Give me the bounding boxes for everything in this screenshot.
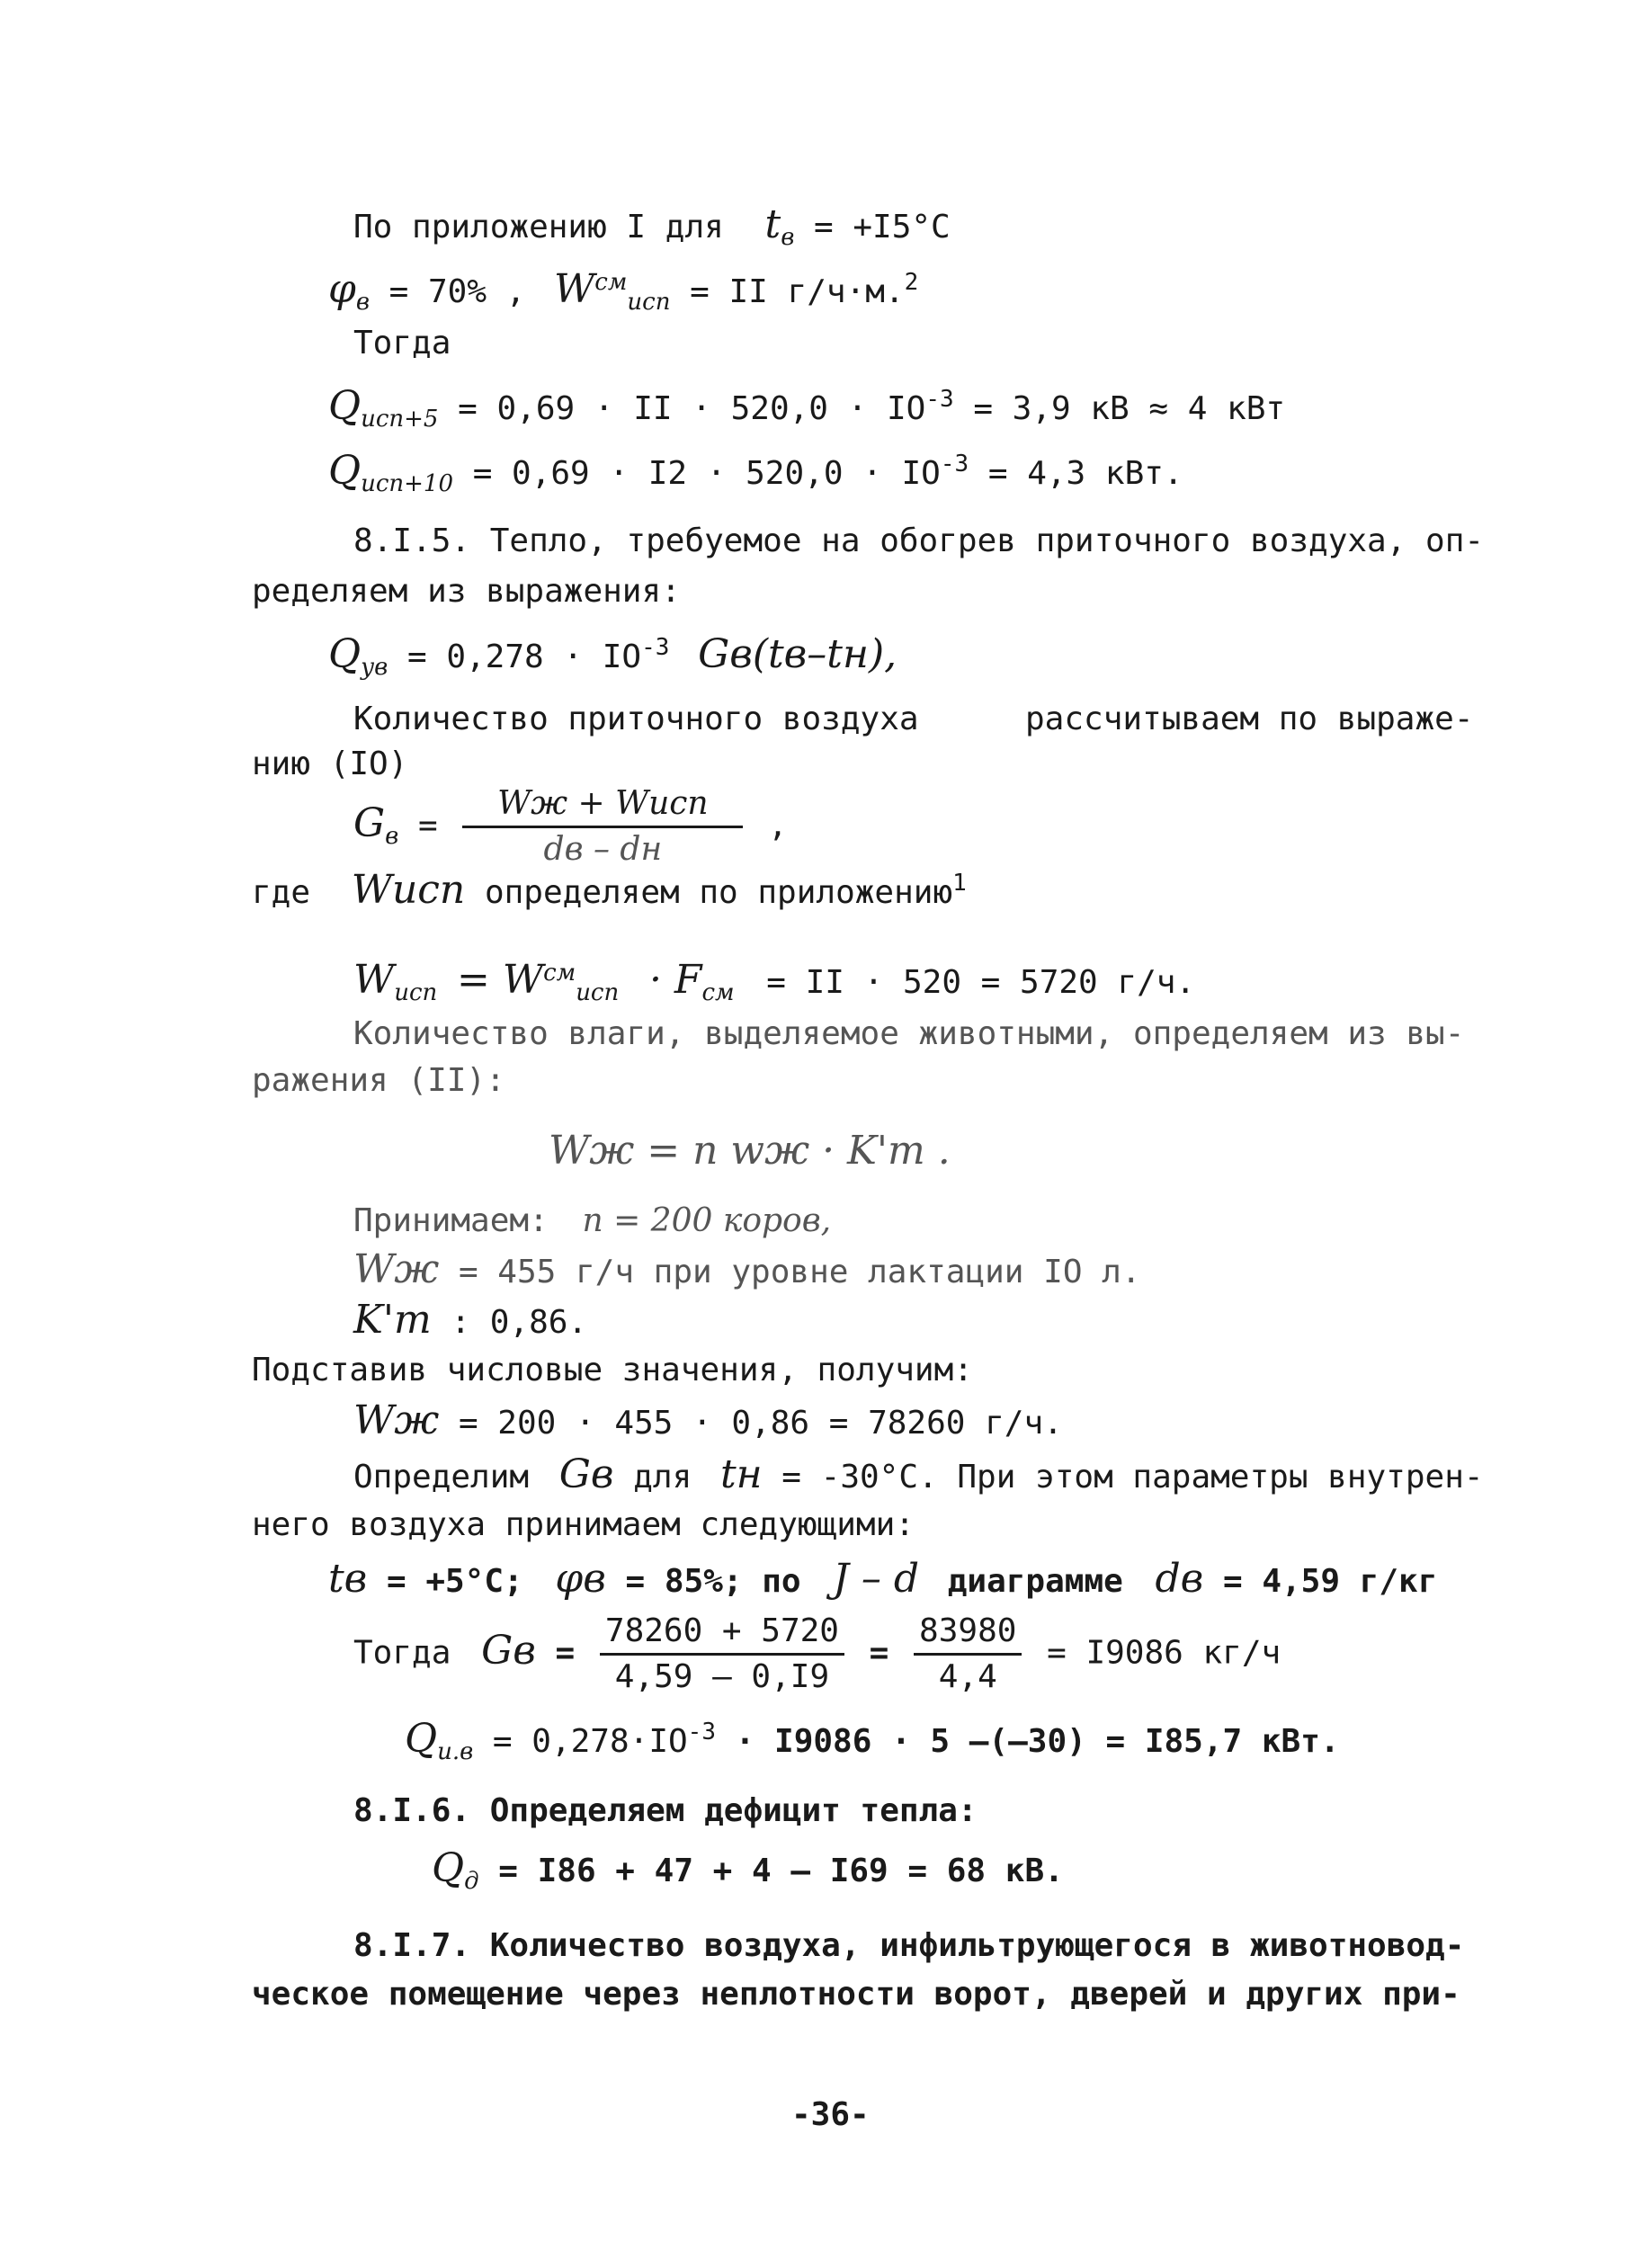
math-symbol: · $F_{см}$ (648, 957, 735, 1006)
fraction-numerator: 78260 + 5720 (600, 1612, 844, 1656)
math-value: · I9086 · 5 –(–30) = I85,7 кВт. (735, 1723, 1340, 1760)
text-line (252, 1975, 1460, 2014)
fraction-denominator: 4,59 – 0,I9 (614, 1658, 830, 1695)
text: : 0,86. (451, 1304, 588, 1341)
text-line (252, 745, 407, 784)
text: него воздуха принимаем следующими: (252, 1506, 915, 1543)
section-heading (353, 1926, 1464, 1966)
text: для (633, 1459, 692, 1496)
math-symbol: $t_в$ (764, 201, 795, 251)
math-value: = 4,3 кВт. (987, 455, 1183, 492)
superscript: 1 (952, 870, 967, 897)
text-line (252, 572, 681, 612)
formula-line (328, 448, 1183, 497)
math-symbol: Wж (353, 1246, 440, 1292)
fraction-numerator: 83980 (914, 1612, 1022, 1656)
section-heading (353, 1791, 978, 1831)
math-value: = (555, 1634, 576, 1672)
text-line (353, 1201, 831, 1241)
math-symbol: $Q_{ув}$ (328, 631, 388, 681)
math-symbol: $\varphi_в$ (328, 266, 370, 316)
text-line (353, 1014, 1464, 1054)
math-symbol: $Q_{и.в}$ (405, 1716, 474, 1765)
math-expression: Wж = n wж · K'т . (549, 1128, 951, 1174)
formula-line (549, 1128, 951, 1174)
math-value: = +I5°C (814, 209, 951, 246)
text: Количество приточного воздуха (353, 701, 919, 737)
text: диаграмме (947, 1563, 1123, 1600)
text: где (252, 874, 311, 911)
text: определяем по приложению (484, 874, 953, 911)
math-expression: Gв(tв–tн), (698, 631, 897, 677)
math-symbol: $W_{исп}$ (353, 957, 438, 1006)
math-value: = I86 + 47 + 4 – I69 = 68 кВ. (498, 1853, 1064, 1889)
math-value: = 0,69 · II · 520,0 · IO (458, 390, 926, 427)
text-line (353, 324, 451, 363)
math-symbol: J – d (833, 1556, 920, 1602)
math-value: , (768, 807, 788, 844)
text: Тогда (353, 325, 451, 362)
math-symbol: tв (328, 1556, 368, 1602)
formula-line (328, 383, 1286, 433)
formula-line (353, 1397, 1063, 1443)
math-value: = +5°C; (386, 1563, 523, 1600)
text: 8.I.5. Тепло, требуемое на обогрев приточного воздуха, оп- (353, 522, 1485, 559)
text: Подставив числовые значения, получим: (252, 1352, 973, 1388)
math-symbol: tн (719, 1451, 763, 1497)
math-value: = 200 · 455 · 0,86 = 78260 г/ч. (458, 1405, 1063, 1442)
math-value: = 3,9 кВ ≈ 4 кВт (973, 390, 1286, 427)
text: = 455 г/ч при уровне лактации IO л. (458, 1254, 1141, 1290)
text-line (328, 1556, 1438, 1602)
math-value: = II · 520 = 5720 г/ч. (766, 964, 1196, 1001)
math-value: = I9086 кг/ч (1047, 1634, 1281, 1672)
fraction-denominator: dв – dн (543, 831, 663, 868)
fraction-denominator: 4,4 (938, 1658, 997, 1695)
math-symbol: Gв (558, 1451, 614, 1497)
exponent: -3 (687, 1719, 716, 1746)
exponent: -3 (641, 634, 670, 661)
text-line (353, 1246, 1141, 1292)
math-symbol: K'т (353, 1297, 432, 1343)
page-number (791, 2095, 870, 2135)
text: = 85%; по (625, 1563, 801, 1600)
math-symbol: $Q_{исп+10}$ (328, 448, 453, 497)
formula-line (353, 1612, 1281, 1697)
text: -36- (791, 2096, 870, 2133)
text-line (353, 201, 951, 251)
text-line (353, 700, 919, 739)
text-line (252, 1351, 973, 1390)
math-value: = 4,59 г/кг (1222, 1563, 1438, 1600)
fraction-numerator: Wж + Wисп (462, 784, 743, 828)
math-value: = 70% , (388, 273, 526, 310)
text-line (328, 266, 919, 316)
text-line (252, 867, 967, 913)
superscript: 2 (904, 269, 919, 296)
math-symbol: = $W^{см}_{исп}$ (456, 957, 620, 1006)
exponent: -3 (925, 386, 954, 413)
formula-line (353, 784, 788, 870)
math-value: = (417, 807, 438, 844)
text: ределяем из выражения: (252, 573, 681, 610)
exponent: -3 (940, 451, 969, 478)
text: ческое помещение через неплотности ворот, дверей и других при- (252, 1976, 1460, 2013)
formula-line (405, 1716, 1340, 1765)
math-symbol: $Q_{исп+5}$ (328, 383, 439, 433)
text: По приложению I для (353, 209, 724, 246)
text: нию (IO) (252, 746, 408, 782)
math-symbol: Gв (481, 1627, 536, 1674)
formula-line (432, 1845, 1064, 1895)
text-line (1025, 700, 1474, 739)
text: 8.I.6. Определяем дефицит тепла: (353, 1792, 978, 1829)
text: Количество влаги, выделяемое животными, определяем из вы- (353, 1015, 1465, 1052)
text-line (353, 1451, 1484, 1497)
text: Принимаем: (353, 1202, 549, 1239)
section-heading (353, 522, 1484, 561)
math-symbol: Wисп (351, 867, 466, 913)
math-symbol: $G_в$ (353, 799, 399, 850)
math-value: = 0,278·IO (492, 1723, 688, 1760)
text: n = 200 коров, (582, 1202, 832, 1239)
text-line (252, 1061, 505, 1101)
text: Определим (353, 1459, 530, 1496)
math-symbol: Wж (353, 1397, 440, 1443)
math-value: = II г/ч·м. (690, 273, 905, 310)
math-symbol: $Q_д$ (432, 1845, 479, 1895)
fraction (462, 784, 743, 870)
formula-line (353, 957, 1196, 1006)
math-value: = (869, 1634, 889, 1672)
math-value: = 0,69 · I2 · 520,0 · IO (472, 455, 941, 492)
text-line (252, 1505, 915, 1545)
text: ражения (II): (252, 1062, 505, 1099)
math-symbol: φв (555, 1556, 606, 1602)
fraction (914, 1612, 1022, 1697)
fraction (600, 1612, 844, 1697)
text: 8.I.7. Количество воздуха, инфильтрующегося в животновод- (353, 1927, 1465, 1964)
text: Тогда (353, 1634, 451, 1672)
text: рассчитываем по выраже- (1025, 701, 1474, 737)
math-symbol: $W^{см}_{исп}$ (554, 266, 671, 316)
formula-line (328, 631, 897, 681)
text: = -30°C. При этом параметры внутрен- (781, 1459, 1484, 1496)
math-symbol: dв (1155, 1556, 1204, 1602)
text-line (353, 1297, 588, 1343)
math-value: = 0,278 · IO (406, 638, 642, 675)
